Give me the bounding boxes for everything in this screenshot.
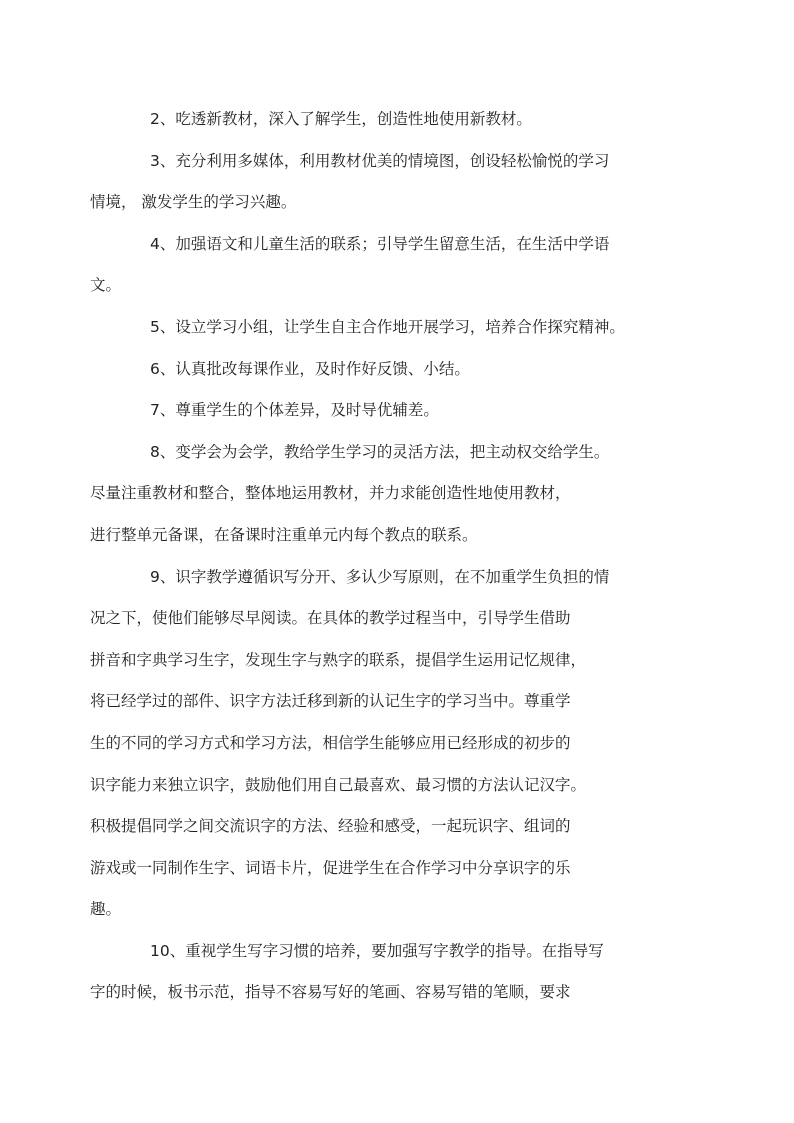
text-line: 5、设立学习小组，让学生自主合作地开展学习，培养合作探究精神。 — [150, 317, 625, 336]
text-line: 字的时候，板书示范，指导不容易写好的笔画、容易写错的笔顺，要求 — [90, 983, 571, 1002]
text-line: 况之下，使他们能够尽早阅读。在具体的教学过程当中，引导学生借助 — [90, 609, 571, 628]
paragraph-9 — [90, 557, 675, 931]
text-line: 尽量注重教材和整合，整体地运用教材，并力求能创造性地使用教材， — [90, 484, 571, 503]
text-line: 将已经学过的部件、识字方法迁移到新的认记生字的学习当中。尊重学 — [90, 692, 571, 711]
text-line: 生的不同的学习方式和学习方法，相信学生能够应用已经形成的初步的 — [90, 733, 571, 752]
paragraph-6 — [120, 349, 675, 391]
text-line: 8、变学会为会学，教给学生学习的灵活方法，把主动权交给学生。 — [150, 442, 610, 461]
paragraph-3 — [90, 141, 675, 224]
text-line: 进行整单元备课，在备课时注重单元内每个教点的联系。 — [90, 525, 478, 544]
paragraph-5 — [120, 307, 675, 349]
paragraph-2 — [120, 99, 675, 141]
text-line: 4、加强语文和儿童生活的联系；引导学生留意生活，在生活中学语 — [150, 234, 610, 253]
text-line: 拼音和字典学习生字，发现生字与熟字的联系，提倡学生运用记忆规律， — [90, 650, 587, 669]
paragraph-4 — [90, 224, 675, 307]
text-line: 积极提倡同学之间交流识字的方法、经验和感受，一起玩识字、组词的 — [90, 817, 571, 836]
text-line: 情境， 激发学生的学习兴趣。 — [90, 193, 297, 212]
paragraph-7 — [120, 390, 675, 432]
text-line: 3、充分利用多媒体，利用教材优美的情境图，创设轻松愉悦的学习 — [150, 151, 610, 170]
body-text — [90, 99, 675, 1014]
paragraph-10 — [90, 931, 675, 1014]
text-line: 趣。 — [90, 900, 122, 919]
text-line: 文。 — [90, 276, 122, 295]
text-line: 游戏或一同制作生字、词语卡片，促进学生在合作学习中分享识字的乐 — [90, 858, 571, 877]
text-line: 2、吃透新教材，深入了解学生，创造性地使用新教材。 — [150, 110, 532, 128]
text-line: 10、重视学生写字习惯的培养，要加强写字教学的指导。在指导写 — [150, 941, 604, 960]
text-line: 6、认真批改每课作业，及时作好反馈、小结。 — [150, 359, 470, 378]
text-line: 9、识字教学遵循识写分开、多认少写原则，在不加重学生负担的情 — [150, 567, 610, 586]
text-line: 识字能力来独立识字，鼓励他们用自己最喜欢、最习惯的方法认记汉字。 — [90, 775, 587, 794]
text-line: 7、尊重学生的个体差异，及时导优辅差。 — [150, 401, 439, 420]
paragraph-8 — [90, 432, 675, 557]
